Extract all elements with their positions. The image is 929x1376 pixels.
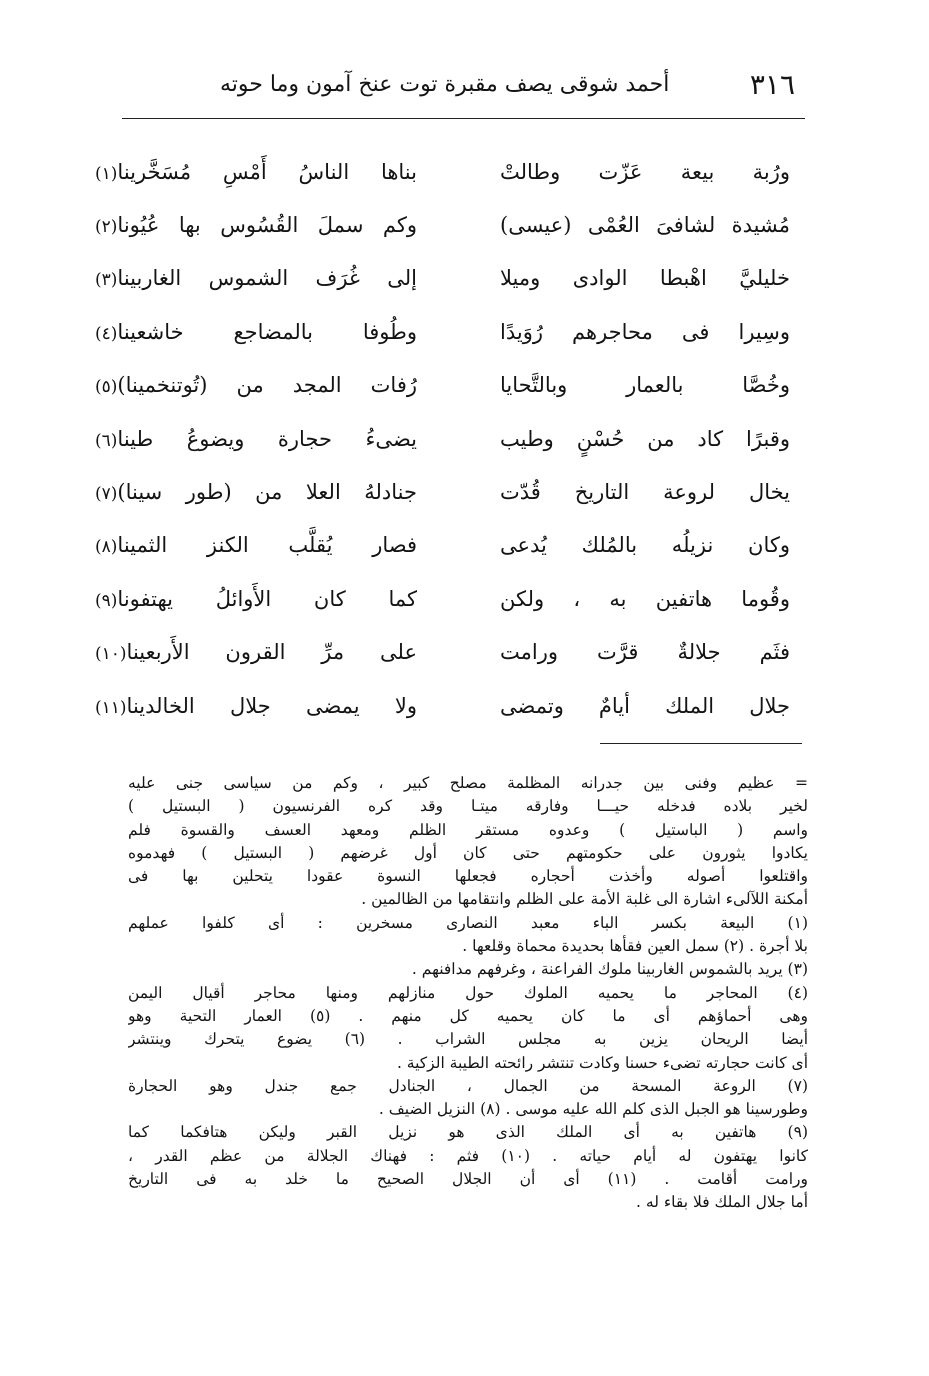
hemistich-text: بناها الناسُ أَمْسِ مُسَخَّرينا <box>117 159 417 184</box>
footnote-reference: (٢) <box>95 217 118 238</box>
verse <box>95 572 790 625</box>
verse <box>95 305 790 358</box>
verse <box>95 252 790 305</box>
verse-first-hemistich: فثَم جلالةٌ قرَّت ورامت <box>500 640 790 665</box>
footnote-line: بلا أجرة . (٢) سمل العين فقأها بحديدة محماة وقلعها . <box>462 937 808 956</box>
hemistich-text: إلى غُرَف الشموس الغاربينا <box>117 266 417 291</box>
hemistich-text: فصار يُقلَّب الكنز الثمينا <box>117 533 417 558</box>
footnote-reference: (٣) <box>95 270 118 291</box>
hemistich-text: يضىءُ حجارة ويضوعُ طينا <box>117 426 417 451</box>
footnotes <box>128 772 808 1215</box>
verse-second-hemistich <box>95 427 417 451</box>
footnote-line: (٣) يريد بالشموس الغاربينا ملوك الفراعنة ، وغرفهم مدافنهم . <box>411 960 808 979</box>
running-title: أحمد شوقى يصف مقبرة توت عنخ آمون وما حوته <box>220 71 670 97</box>
hemistich-text: رُفات المجد من (تُوتنخمينا) <box>117 373 417 398</box>
verse <box>95 145 790 198</box>
verse <box>95 519 790 572</box>
verse-second-hemistich <box>95 587 417 611</box>
hemistich-text: كما كان الأَوائلُ يهتفونا <box>117 586 417 611</box>
footnote-reference: (٨) <box>95 537 118 558</box>
verse-first-hemistich: ورُبة بيعة عَزّت وطالتْ <box>500 159 790 184</box>
footnote-reference: (٩) <box>95 590 118 611</box>
verse <box>95 679 790 732</box>
footnote-line: وهى أحماؤهم أى ما كان يحميه كل منهم . (٥) العمار التحية وهو <box>128 1006 808 1025</box>
footnote-line: لخير بلاده فدخله حيـــا وفارقه ميتـا وقد كره الفرنسيون ( البستيل ) <box>128 797 808 816</box>
footnote-line: أيضا الريحان يزين به مجلس الشراب . (٦) يضوع يتحرك وينتشر <box>128 1030 808 1049</box>
footnote-line: ورامت أقامت . (١١) أى أن الجلال الصحيح ما خلد به فى التاريخ <box>128 1170 808 1189</box>
footnote-line: وطورسينا هو الجبل الذى كلم الله عليه موسى . (٨) النزيل الضيف . <box>378 1100 808 1119</box>
verse-second-hemistich <box>95 373 417 397</box>
verse-second-hemistich <box>95 266 417 290</box>
hemistich-text: على مرِّ القرون الأَربعينا <box>126 640 417 665</box>
verse <box>95 626 790 679</box>
verse-first-hemistich: وقُوما هاتفين به ، ولكن <box>500 586 790 611</box>
verse <box>95 198 790 251</box>
footnote-reference: (٧) <box>95 484 118 505</box>
footnote-line: (٧) الروعة المسحة من الجمال ، الجنادل جمع جندل وهو الحجارة <box>128 1076 808 1095</box>
footnote-line: (٩) هاتفين به أى الملك الذى هو نزيل القبر وليكن هتافكما كما <box>128 1123 808 1142</box>
footnote-reference: (٤) <box>95 323 118 344</box>
verse-second-hemistich <box>95 694 417 718</box>
page-number: ٣١٦ <box>749 67 795 101</box>
verse-second-hemistich <box>95 533 417 557</box>
verse-first-hemistich: وسِيرا فى محاجرهم رُوَيدًا <box>500 319 790 344</box>
footnote-reference: (٥) <box>95 377 118 398</box>
footnote-line: أمكنة اللآلىء اشارة الى غلبة الأمة على الظلم وانتقامها من الظالمين . <box>361 890 808 909</box>
verse <box>95 359 790 412</box>
verse <box>95 465 790 518</box>
poem <box>95 145 790 732</box>
page-header <box>220 62 795 106</box>
hemistich-text: وكم سملَ القُسُوس بها عُيُونا <box>117 213 417 238</box>
footnote-line: أى كانت حجارته تضىء حسنا وكادت تنتشر رائحته الطيبة الزكية . <box>396 1053 808 1072</box>
verse-first-hemistich: خليليَّ اهْبطا الوادى وميلا <box>500 266 790 291</box>
footnote-line: (١) البيعة بكسر الباء معبد النصارى مسخرين : أى كلفوا عملهم <box>128 913 808 932</box>
verse-second-hemistich <box>95 213 417 237</box>
hemistich-text: ولا يمضى جلال الخالدينا <box>126 693 417 718</box>
footnote-separator <box>600 743 802 744</box>
verse-second-hemistich <box>95 320 417 344</box>
footnote-line: واقتلعوا أصوله وأخذت أحجاره فجعلها النسوة عقودا يتحلين بها فى <box>128 867 808 886</box>
footnote-reference: (١١) <box>95 697 127 718</box>
verse-second-hemistich <box>95 480 417 504</box>
verse-second-hemistich <box>95 160 417 184</box>
footnote-reference: (٦) <box>95 430 118 451</box>
verse-first-hemistich: مُشيدة لشافىَ العُمْى (عيسى) <box>500 213 790 238</box>
footnote-line: يكادوا يثورون على حكومتهم حتى كان أول غرضهم ( البستيل ) فهدموه <box>128 843 808 862</box>
footnote-reference: (١٠) <box>95 644 127 665</box>
hemistich-text: جنادلهُ العلا من (طور سينا) <box>117 480 417 505</box>
verse-first-hemistich: وخُصَّا بالعمار وبالتَّحايا <box>500 373 790 398</box>
footnote-line: = عظيم وفنى بين جدرانه المظلمة مصلح كبير ، وكم من سياسى جنى عليه <box>128 774 808 792</box>
footnote-line: كانوا يهتفون له أيام حياته . (١٠) فثم : فهناك الجلالة من عظم القدر ، <box>128 1146 808 1165</box>
verse-first-hemistich: يخال لروعة التاريخ قُدّت <box>500 480 790 505</box>
verse-first-hemistich: وكان نزيلُه بالمُلك يُدعى <box>500 533 790 558</box>
header-rule <box>122 118 805 119</box>
verse-first-hemistich: وقبرًا كاد من حُسْنٍ وطيب <box>500 426 790 451</box>
hemistich-text: وطُوفا بالمضاجع خاشعينا <box>117 319 417 344</box>
footnote-line: (٤) المحاجر ما يحميه الملوك حول منازلهم ومنها محاجر أقيال اليمن <box>128 983 808 1002</box>
verse-second-hemistich <box>95 640 417 664</box>
footnote-reference: (١) <box>95 163 118 184</box>
footnote-line: أما جلال الملك فلا بقاء له . <box>636 1193 808 1212</box>
footnote-line: واسم ( الباستيل ) وعدوه مستقر الظلم ومعهد العسف والقسوة فلم <box>128 820 808 839</box>
verse-first-hemistich: جلال الملك أيامٌ وتمضى <box>500 693 790 718</box>
verse <box>95 412 790 465</box>
